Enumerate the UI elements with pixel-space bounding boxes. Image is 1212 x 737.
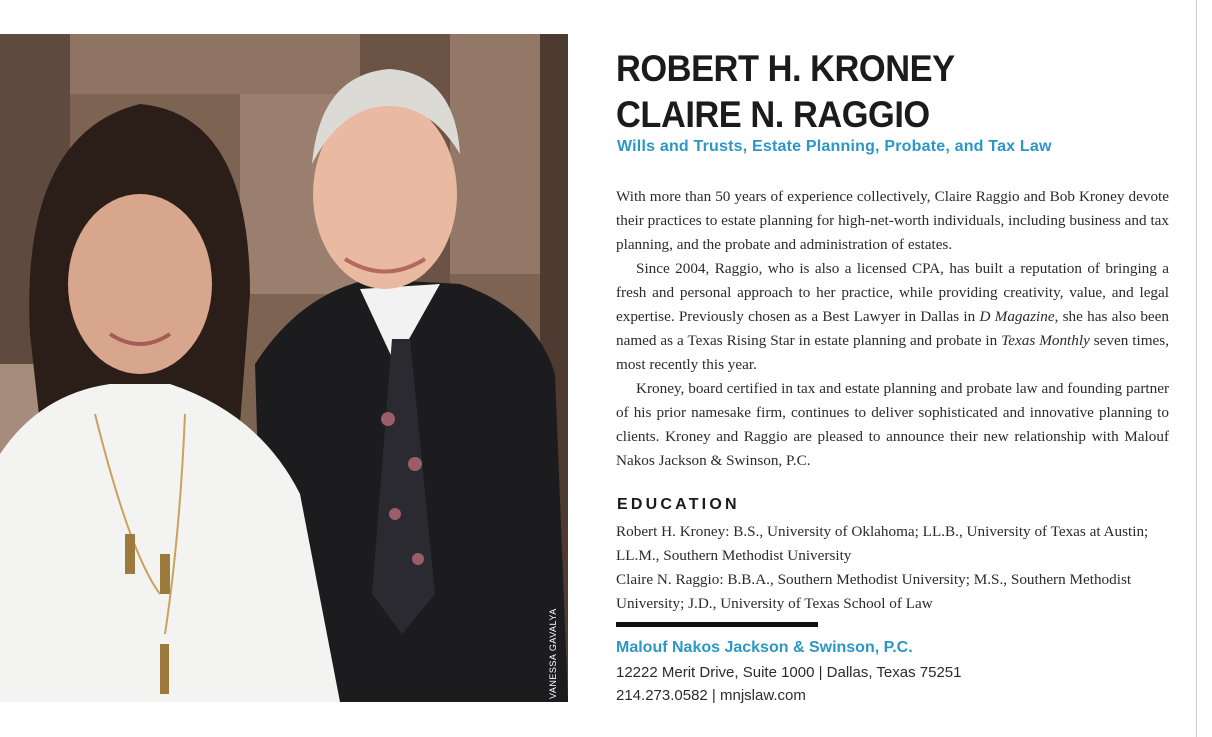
education-heading: EDUCATION xyxy=(617,496,740,513)
bio-p2-part-a: Since 2004, Raggio, who is also a licensed CPA, has built a reputation of bringing a fresh and personal approach to her practice, while providing creativity, value, and legal expertise. Previously chosen as a Best Lawyer in Dallas in xyxy=(616,260,1169,325)
education-list xyxy=(616,520,1176,616)
bio-p2-part-b: , she has also been named as a Texas Rising Star in estate planning and probate in xyxy=(616,308,1169,349)
divider-rule xyxy=(616,622,818,627)
publication-texas-monthly: Texas Monthly xyxy=(1001,332,1090,349)
photo-credit: VANESSA GAVALYA xyxy=(548,608,558,699)
name-kroney: ROBERT H. KRONEY xyxy=(616,48,955,89)
bio-text xyxy=(616,185,1169,473)
bio-paragraph-2 xyxy=(616,257,1169,377)
attorneys-photo xyxy=(0,34,568,702)
education-kroney: Robert H. Kroney: B.S., University of Oklahoma; LL.B., University of Texas at Austin; LL.M., Southern Methodist University xyxy=(616,523,1149,564)
bio-p2-part-c: seven times, most recently this year. xyxy=(616,332,1169,373)
practice-areas: Wills and Trusts, Estate Planning, Probate, and Tax Law xyxy=(617,138,1052,155)
firm-contact: 214.273.0582 | mnjslaw.com xyxy=(616,687,806,704)
attorney-names xyxy=(616,46,955,138)
education-raggio: Claire N. Raggio: B.B.A., Southern Methodist University; M.S., Southern Methodist University; J.D., University of Texas School of Law xyxy=(616,571,1132,612)
firm-address: 12222 Merit Drive, Suite 1000 | Dallas, Texas 75251 xyxy=(616,664,962,681)
photo-illustration xyxy=(0,34,568,702)
publication-d-magazine: D Magazine xyxy=(979,308,1055,325)
bio-paragraph-3: Kroney, board certified in tax and estate planning and probate law and founding partner of his prior namesake firm, continues to deliver sophisticated and innovative planning to clients. Kroney and Raggio are pleased to announce their new relationship with Malouf Nakos Jackson & Swinson, P.C. xyxy=(616,380,1169,469)
bio-paragraph-1: With more than 50 years of experience collectively, Claire Raggio and Bob Kroney devote their practices to estate planning for high-net-worth individuals, including business and tax planning, and the probate and administration of estates. xyxy=(616,188,1169,253)
page-edge xyxy=(1196,0,1197,737)
name-raggio: CLAIRE N. RAGGIO xyxy=(616,94,930,135)
firm-name: Malouf Nakos Jackson & Swinson, P.C. xyxy=(616,639,913,656)
